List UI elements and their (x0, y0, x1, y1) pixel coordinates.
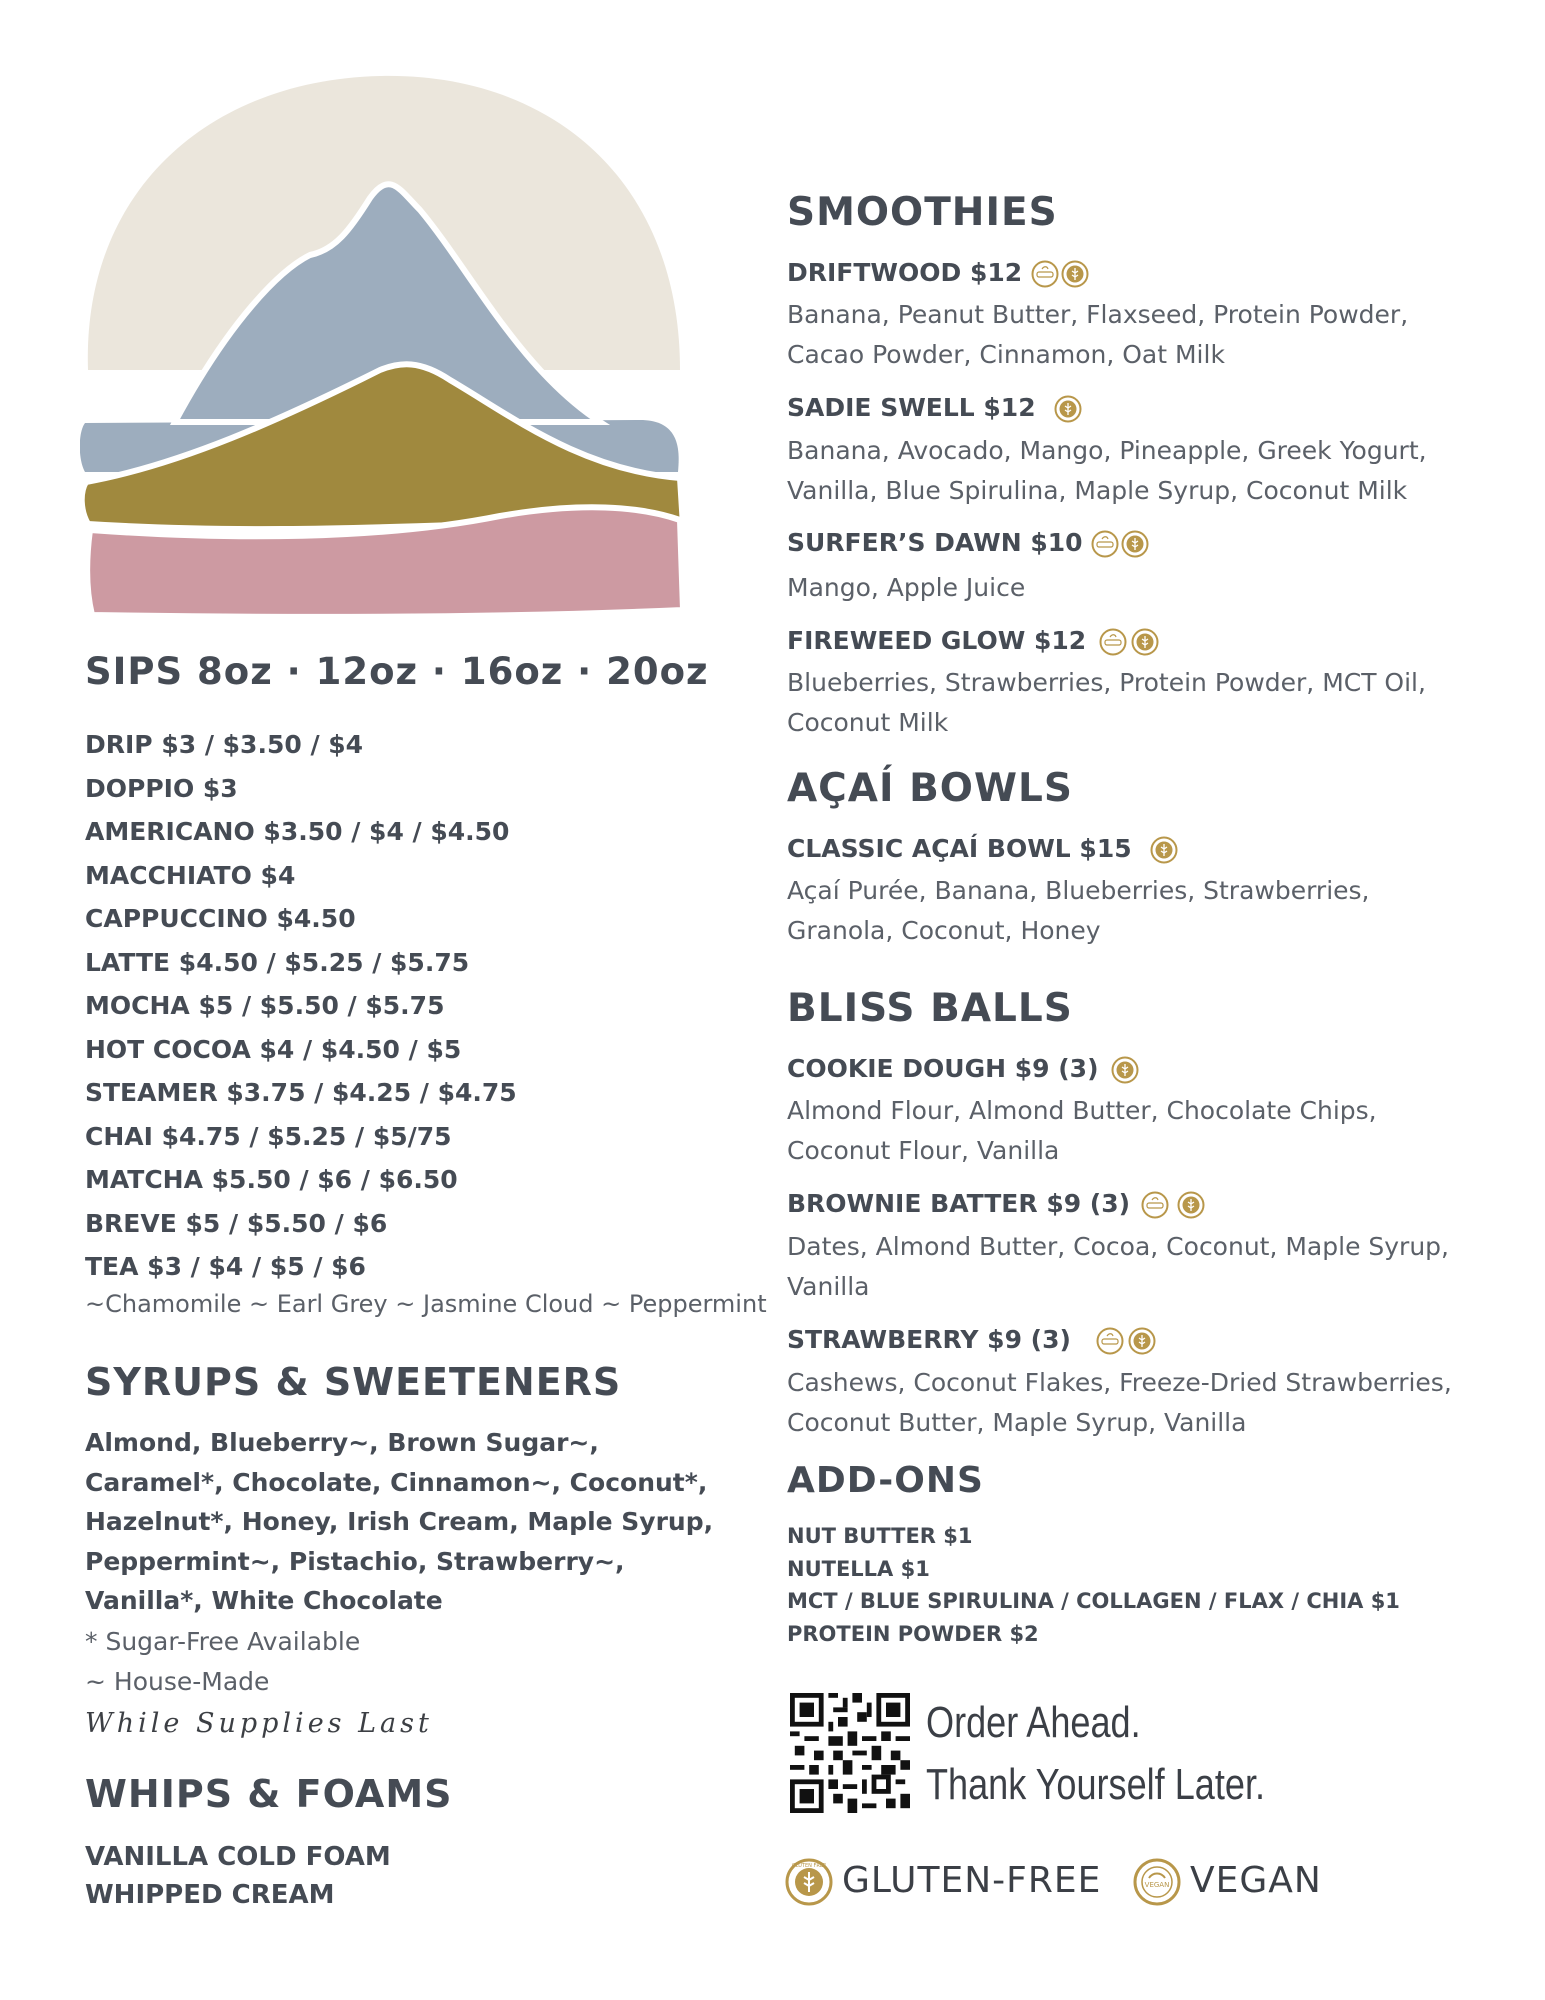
smoothie-fireweed-desc (787, 663, 1426, 743)
desc-line: Banana, Avocado, Mango, Pineapple, Greek Yogurt, (787, 436, 1427, 465)
smoothie-sadie-name (787, 393, 1084, 423)
bliss-cookie-title: COOKIE DOUGH $9 (3) (787, 1054, 1099, 1083)
desc-line: Almond Flour, Almond Butter, Chocolate Chips, (787, 1096, 1377, 1125)
bliss-strawberry-title: STRAWBERRY $9 (3) (787, 1325, 1071, 1354)
bliss-heading: BLISS BALLS (787, 986, 1073, 1031)
sips-item-cappuccino: CAPPUCCINO $4.50 (85, 904, 356, 933)
gluten-free-icon (1140, 836, 1180, 864)
smoothies-heading: SMOOTHIES (787, 190, 1058, 235)
bliss-cookie-desc (787, 1091, 1377, 1171)
bliss-brownie-desc (787, 1227, 1449, 1307)
qr-code[interactable] (790, 1693, 910, 1813)
whips-heading: WHIPS & FOAMS (85, 1772, 453, 1816)
gluten-free-legend-icon (785, 1858, 833, 1906)
desc-line: Açaí Purée, Banana, Blueberries, Strawberries, (787, 876, 1370, 905)
sips-item-hot-cocoa: HOT COCOA $4 / $4.50 / $5 (85, 1034, 462, 1064)
sips-item-americano: AMERICANO $3.50 / $4 / $4.50 (85, 817, 510, 846)
bliss-cookie-name (787, 1054, 1141, 1084)
smoothie-driftwood-desc (787, 295, 1408, 375)
supplies-note: While Supplies Last (85, 1708, 433, 1739)
gluten-free-icon (1107, 1056, 1141, 1084)
sips-item-matcha: MATCHA $5.50 / $6 / $6.50 (85, 1165, 458, 1194)
house-made-note: ~ House-Made (85, 1667, 270, 1696)
sips-item-tea: TEA $3 / $4 / $5 / $6 (85, 1252, 366, 1281)
desc-line: Vanilla (787, 1272, 870, 1301)
sips-item-mocha: MOCHA $5 / $5.50 / $5.75 (85, 991, 445, 1020)
desc-line: Dates, Almond Butter, Cocoa, Coconut, Maple Syrup, (787, 1232, 1449, 1261)
vegan-icon (1091, 530, 1151, 558)
smoothie-fireweed-title: FIREWEED GLOW $12 (787, 626, 1087, 655)
desc-line: Banana, Peanut Butter, Flaxseed, Protein Powder, (787, 300, 1409, 329)
vegan-icon (1095, 628, 1161, 656)
gf-badge-text: GLUTEN FREE (791, 1863, 827, 1869)
whips-item: WHIPPED CREAM (85, 1880, 335, 1910)
vegan-legend-label: VEGAN (1190, 1860, 1322, 1901)
bliss-strawberry-name (787, 1325, 1160, 1355)
desc-line: Vanilla, Blue Spirulina, Maple Syrup, Coconut Milk (787, 476, 1408, 505)
order-ahead-text: Order Ahead. (926, 1698, 1141, 1747)
acai-heading: AÇAÍ BOWLS (787, 766, 1073, 811)
sips-item-breve: BREVE $5 / $5.50 / $6 (85, 1208, 388, 1238)
vegan-icon (1139, 1191, 1209, 1219)
thank-yourself-text: Thank Yourself Later. (926, 1760, 1265, 1809)
sips-item-drip: DRIP $3 / $3.50 / $4 (85, 730, 364, 759)
desc-line: Mango, Apple Juice (787, 573, 1026, 602)
desc-line: Coconut Butter, Maple Syrup, Vanilla (787, 1408, 1247, 1437)
vegan-icon (1031, 260, 1091, 288)
smoothie-surfers-dawn-name (787, 528, 1151, 558)
gluten-free-legend-label: GLUTEN-FREE (842, 1860, 1102, 1901)
acai-classic-title: CLASSIC AÇAÍ BOWL $15 (787, 834, 1132, 863)
desc-line: Cacao Powder, Cinnamon, Oat Milk (787, 340, 1225, 369)
sips-item-macchiato: MACCHIATO $4 (85, 860, 296, 890)
smoothie-surfers-dawn-desc (787, 568, 1025, 608)
bliss-brownie-name (787, 1189, 1209, 1219)
sips-heading: SIPS 8oz · 12oz · 16oz · 20oz (85, 650, 709, 693)
mountain-logo (80, 70, 700, 630)
vegan-badge-text: VEGAN (1144, 1881, 1170, 1889)
desc-line: Granola, Coconut, Honey (787, 916, 1101, 945)
acai-classic-name (787, 834, 1180, 864)
bliss-brownie-title: BROWNIE BATTER $9 (3) (787, 1189, 1131, 1218)
addons-list (787, 1520, 1400, 1650)
whips-item: VANILLA COLD FOAM (85, 1842, 391, 1872)
smoothie-driftwood-title: DRIFTWOOD $12 (787, 258, 1023, 287)
sips-item-chai: CHAI $4.75 / $5.25 / $5/75 (85, 1121, 452, 1151)
sips-item-doppio: DOPPIO $3 (85, 773, 238, 803)
addon-item: PROTEIN POWDER $2 (787, 1621, 1039, 1646)
vegan-legend-icon (1133, 1858, 1181, 1906)
sips-item-latte: LATTE $4.50 / $5.25 / $5.75 (85, 947, 470, 977)
addons-heading: ADD-ONS (787, 1460, 984, 1501)
desc-line: Coconut Milk (787, 708, 949, 737)
sips-item-steamer: STEAMER $3.75 / $4.25 / $4.75 (85, 1078, 517, 1107)
smoothie-fireweed-name (787, 626, 1161, 656)
tea-flavors-note: ~Chamomile ~ Earl Grey ~ Jasmine Cloud ~ Peppermint (85, 1290, 767, 1318)
addon-item: NUTELLA $1 (787, 1556, 930, 1581)
smoothie-surfers-dawn-title: SURFER’S DAWN $10 (787, 528, 1083, 557)
addon-item: MCT / BLUE SPIRULINA / COLLAGEN / FLAX / CHIA $1 (787, 1589, 1400, 1613)
whips-list (85, 1838, 391, 1914)
bliss-strawberry-desc (787, 1363, 1452, 1443)
desc-line: Cashews, Coconut Flakes, Freeze-Dried Strawberries, (787, 1368, 1452, 1397)
desc-line: Blueberries, Strawberries, Protein Powder, MCT Oil, (787, 668, 1426, 697)
vegan-icon (1080, 1327, 1160, 1355)
acai-classic-desc (787, 871, 1370, 951)
gluten-free-icon (1044, 395, 1084, 423)
desc-line: Coconut Flour, Vanilla (787, 1136, 1060, 1165)
addon-item: NUT BUTTER $1 (787, 1524, 973, 1548)
syrups-list: Almond, Blueberry~, Brown Sugar~, Caramel*, Chocolate, Cinnamon~, Coconut*, Hazelnut*, Honey, Irish Cream, Maple Syrup, Peppermint~, Pistachio, Strawberry~, Vanilla*, White Chocolate (85, 1428, 714, 1615)
smoothie-driftwood-name (787, 258, 1091, 288)
smoothie-sadie-desc (787, 431, 1427, 511)
smoothie-sadie-title: SADIE SWELL $12 (787, 393, 1036, 422)
sugar-free-note: * Sugar-Free Available (85, 1627, 361, 1656)
syrups-heading: SYRUPS & SWEETENERS (85, 1360, 622, 1404)
sips-list (85, 723, 517, 1289)
